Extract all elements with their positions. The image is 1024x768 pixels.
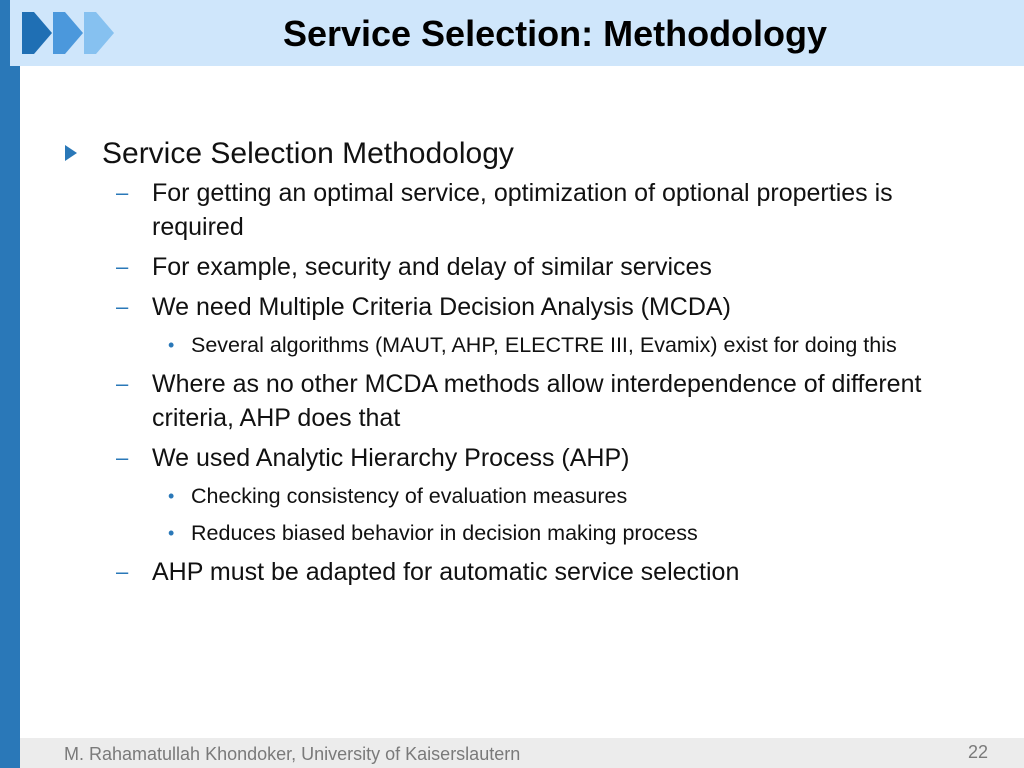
bullet-level-2 bbox=[60, 290, 980, 324]
page-number: 22 bbox=[967, 742, 988, 762]
bullet-text: Reduces biased behavior in decision making process bbox=[191, 521, 698, 545]
dash-bullet-icon: – bbox=[116, 294, 129, 319]
bullet-text: Several algorithms (MAUT, AHP, ELECTRE III, Evamix) exist for doing this bbox=[191, 333, 897, 357]
bullet-text: We need Multiple Criteria Decision Analysis (MCDA) bbox=[152, 293, 731, 321]
bullet-text: AHP must be adapted for automatic service selection bbox=[152, 558, 740, 586]
bullet-level-2 bbox=[60, 367, 980, 435]
dash-bullet-icon: – bbox=[116, 559, 129, 584]
bullet-text: For getting an optimal service, optimization of optional properties is required bbox=[152, 179, 893, 241]
bullet-text: For example, security and delay of similar services bbox=[152, 253, 712, 281]
dash-bullet-icon: – bbox=[116, 254, 129, 279]
dot-bullet-icon: • bbox=[168, 523, 175, 543]
bullet-text: We used Analytic Hierarchy Process (AHP) bbox=[152, 444, 630, 472]
bullet-text: Service Selection Methodology bbox=[102, 137, 514, 170]
bullet-level-1 bbox=[60, 134, 980, 174]
bullet-text: Checking consistency of evaluation measures bbox=[191, 484, 628, 508]
dot-bullet-icon: • bbox=[168, 486, 175, 506]
bullet-text: Where as no other MCDA methods allow interdependence of different criteria, AHP does that bbox=[152, 370, 922, 432]
dash-bullet-icon: – bbox=[116, 445, 129, 470]
bullet-level-2 bbox=[60, 441, 980, 475]
dash-bullet-icon: – bbox=[116, 371, 129, 396]
bullet-level-3 bbox=[60, 518, 980, 548]
bullet-level-2 bbox=[60, 176, 980, 244]
slide-title: Service Selection: Methodology bbox=[282, 13, 828, 54]
triangle-right-icon bbox=[64, 144, 78, 162]
bullet-level-3 bbox=[60, 330, 980, 360]
triple-chevron-right-icon bbox=[22, 10, 114, 56]
left-accent-bar bbox=[0, 0, 20, 768]
bullet-level-2 bbox=[60, 555, 980, 589]
dash-bullet-icon: – bbox=[116, 180, 129, 205]
dot-bullet-icon: • bbox=[168, 335, 175, 355]
footer-author: M. Rahamatullah Khondoker, University of Kaiserslautern bbox=[64, 744, 521, 764]
bullet-level-2 bbox=[60, 250, 980, 284]
bullet-level-3 bbox=[60, 481, 980, 511]
bullet-list bbox=[60, 134, 980, 595]
